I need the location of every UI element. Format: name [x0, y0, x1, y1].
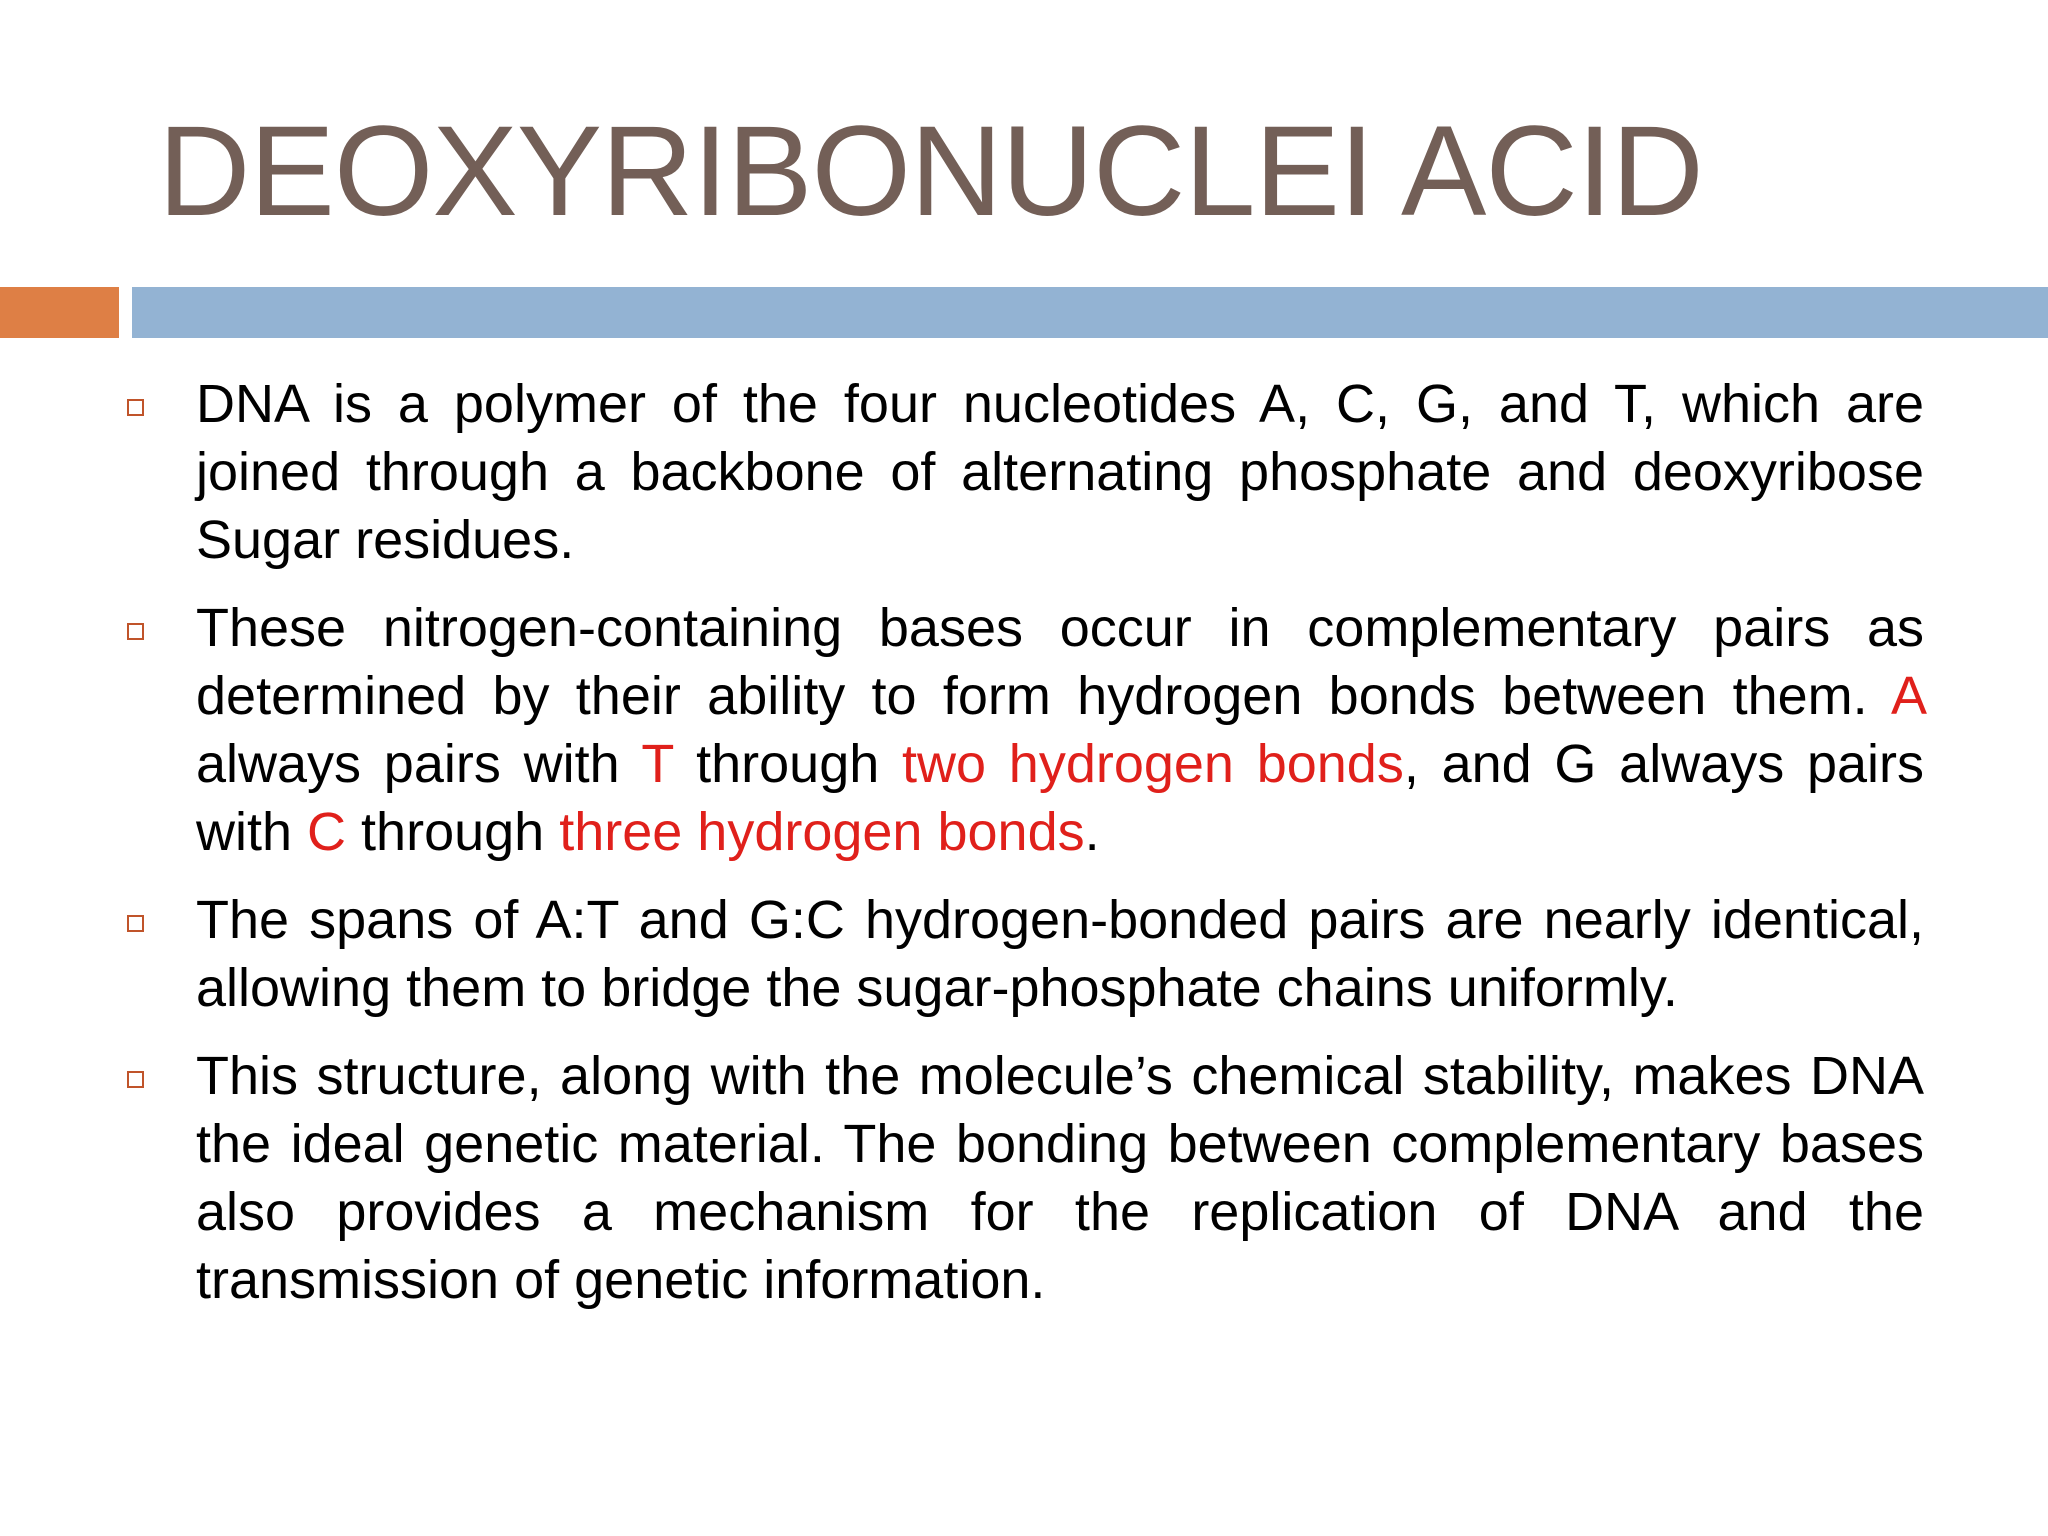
text-segment: , and G always pairs with [196, 734, 1925, 862]
bullet-list [0, 370, 2048, 1334]
slide-title: DEOXYRIBONUCLEI ACID [158, 100, 1703, 243]
bullet-text: This structure, along with the molecule’s chemical stability, makes DNA the ideal genetic material. The bonding between complementary bases also provides a mechanism for the replication of DNA and the transmission of genetic information. [196, 1046, 1924, 1310]
highlight-base-t: T [641, 734, 674, 794]
highlight-two-hydrogen-bonds: two hydrogen bonds [902, 734, 1404, 794]
bullet-item-2 [0, 594, 2048, 866]
bullet-item-1 [0, 370, 2048, 574]
bullet-text [196, 594, 1924, 866]
accent-bar-orange [0, 287, 119, 338]
bullet-text: DNA is a polymer of the four nucleotides A, C, G, and T, which are joined through a backbone of alternating phosphate and deoxyribose Sugar residues. [196, 374, 1924, 570]
bullet-text: The spans of A:T and G:C hydrogen-bonded pairs are nearly identical, allowing them to bridge the sugar-phosphate chains uniformly. [196, 890, 1924, 1018]
square-bullet-icon [127, 1071, 144, 1088]
square-bullet-icon [127, 399, 144, 416]
text-segment: through [346, 802, 560, 862]
accent-bar-blue [132, 287, 2048, 338]
text-segment: always pairs with [196, 734, 642, 794]
text-segment: These nitrogen-containing bases occur in complementary pairs as determined by their ability to form hydrogen bonds between them. [196, 598, 1924, 726]
highlight-three-hydrogen-bonds: three hydrogen bonds [559, 802, 1085, 862]
square-bullet-icon [127, 915, 144, 932]
text-segment: through [673, 734, 903, 794]
bullet-item-4 [0, 1042, 2048, 1314]
highlight-base-a: A [1890, 666, 1924, 726]
highlight-base-c: C [307, 802, 347, 862]
square-bullet-icon [127, 623, 144, 640]
bullet-item-3 [0, 886, 2048, 1022]
text-segment: . [1084, 802, 1100, 862]
